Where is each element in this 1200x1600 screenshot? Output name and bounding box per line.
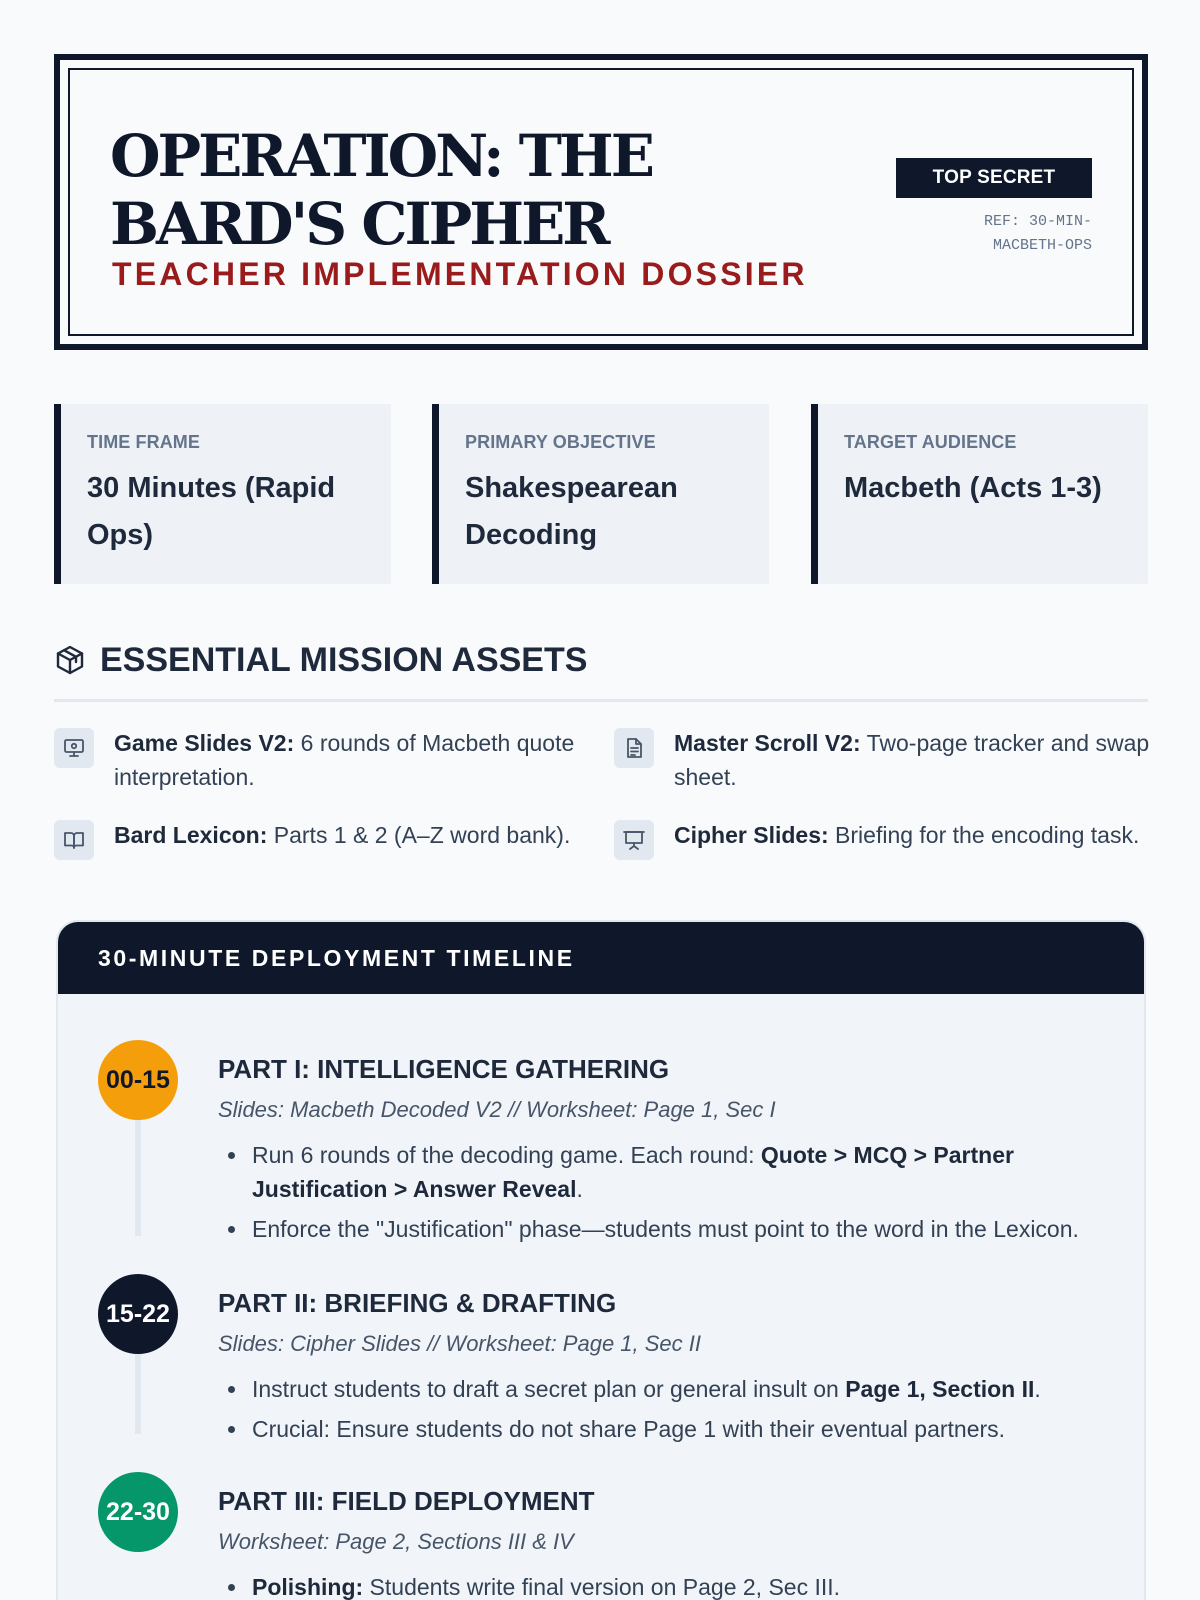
reference-code: REF: 30-MIN-MACBETH-OPS bbox=[983, 213, 1092, 254]
document-icon bbox=[614, 728, 654, 768]
bullet-emphasis: Polishing: bbox=[252, 1574, 364, 1600]
bullet-text: Run 6 rounds of the decoding game. Each round: bbox=[252, 1142, 761, 1168]
phase-body bbox=[218, 1472, 1108, 1600]
asset-text bbox=[674, 818, 1139, 860]
asset-name: Cipher Slides: bbox=[674, 822, 829, 848]
asset-text bbox=[114, 726, 600, 794]
phase-bullets bbox=[218, 1570, 1108, 1600]
list-item bbox=[218, 1570, 1108, 1600]
list-item bbox=[218, 1212, 1108, 1246]
asset-description: Two-page tracker and swap sheet. bbox=[674, 730, 1150, 790]
list-item bbox=[218, 1138, 1108, 1206]
presentation-screen-icon bbox=[54, 728, 94, 768]
phase-body bbox=[218, 1040, 1108, 1252]
phase-meta: Worksheet: Page 2, Sections III & IV bbox=[218, 1529, 574, 1554]
bullet-text: . bbox=[576, 1176, 583, 1202]
asset-description: 6 rounds of Macbeth quote interpretation. bbox=[114, 730, 575, 790]
stat-label: TIME FRAME bbox=[87, 432, 200, 452]
stat-value: Shakespearean Decoding bbox=[465, 472, 678, 551]
projector-board-icon bbox=[614, 820, 654, 860]
bullet-text: . bbox=[1034, 1376, 1041, 1402]
timeline-card bbox=[56, 920, 1146, 1600]
classification-badge: TOP SECRET bbox=[896, 158, 1092, 198]
dossier-header bbox=[54, 54, 1148, 350]
phase-title: PART II: BRIEFING & DRAFTING bbox=[218, 1288, 617, 1318]
phase-title: PART I: INTELLIGENCE GATHERING bbox=[218, 1054, 670, 1084]
bullet-text: Crucial: Ensure students do not share Page 1 with their eventual partners. bbox=[252, 1416, 1006, 1442]
stat-value: 30 Minutes (Rapid Ops) bbox=[87, 472, 336, 551]
phase-bullets bbox=[218, 1372, 1108, 1446]
package-icon bbox=[54, 644, 86, 676]
page-subtitle: TEACHER IMPLEMENTATION DOSSIER bbox=[112, 256, 808, 292]
asset-text bbox=[114, 818, 570, 860]
phase-time-badge: 00-15 bbox=[98, 1040, 178, 1120]
dossier-header-frame bbox=[68, 68, 1134, 336]
page-title: OPERATION: THE BARD'S CIPHER bbox=[110, 122, 652, 258]
bullet-text: Enforce the "Justification" phase—students must point to the word in the Lexicon. bbox=[252, 1216, 1079, 1242]
asset-name: Bard Lexicon: bbox=[114, 822, 268, 848]
asset-item bbox=[54, 726, 600, 794]
asset-description: Parts 1 & 2 (A–Z word bank). bbox=[273, 822, 571, 848]
open-book-icon bbox=[54, 820, 94, 860]
bullet-emphasis: Quote > MCQ > Partner Justification > Answer Reveal bbox=[252, 1142, 1014, 1202]
stat-label: TARGET AUDIENCE bbox=[844, 432, 1017, 452]
section-title: ESSENTIAL MISSION ASSETS bbox=[100, 641, 588, 679]
asset-name: Game Slides V2: bbox=[114, 730, 295, 756]
stat-label: PRIMARY OBJECTIVE bbox=[465, 432, 656, 452]
phase-time-badge: 15-22 bbox=[98, 1274, 178, 1354]
asset-description: Briefing for the encoding task. bbox=[835, 822, 1140, 848]
phase-bullets bbox=[218, 1138, 1108, 1246]
bullet-text: Instruct students to draft a secret plan or general insult on bbox=[252, 1376, 846, 1402]
asset-item bbox=[614, 818, 1160, 860]
timeline-title: 30-MINUTE DEPLOYMENT TIMELINE bbox=[58, 922, 1144, 994]
bullet-emphasis: Page 1, Section II bbox=[845, 1376, 1035, 1402]
phase-meta: Slides: Macbeth Decoded V2 // Worksheet: Page 1, Sec I bbox=[218, 1097, 776, 1122]
assets-section-heading bbox=[54, 640, 1148, 702]
asset-name: Master Scroll V2: bbox=[674, 730, 861, 756]
asset-text bbox=[674, 726, 1160, 794]
asset-item bbox=[614, 726, 1160, 794]
phase-body bbox=[218, 1274, 1108, 1452]
bullet-text: Students write final version on Page 2, Sec III. bbox=[363, 1574, 841, 1600]
list-item bbox=[218, 1412, 1108, 1446]
asset-item bbox=[54, 818, 600, 860]
stat-card-primary-objective bbox=[432, 404, 769, 584]
phase-time-badge: 22-30 bbox=[98, 1472, 178, 1552]
phase-meta: Slides: Cipher Slides // Worksheet: Page 1, Sec II bbox=[218, 1331, 702, 1356]
timeline-rail bbox=[135, 1354, 141, 1434]
stat-value: Macbeth (Acts 1-3) bbox=[844, 472, 1102, 504]
stat-card-target-audience bbox=[811, 404, 1148, 584]
stat-card-time-frame bbox=[54, 404, 391, 584]
phase-title: PART III: FIELD DEPLOYMENT bbox=[218, 1486, 595, 1516]
list-item bbox=[218, 1372, 1108, 1406]
timeline-rail bbox=[135, 1120, 141, 1236]
